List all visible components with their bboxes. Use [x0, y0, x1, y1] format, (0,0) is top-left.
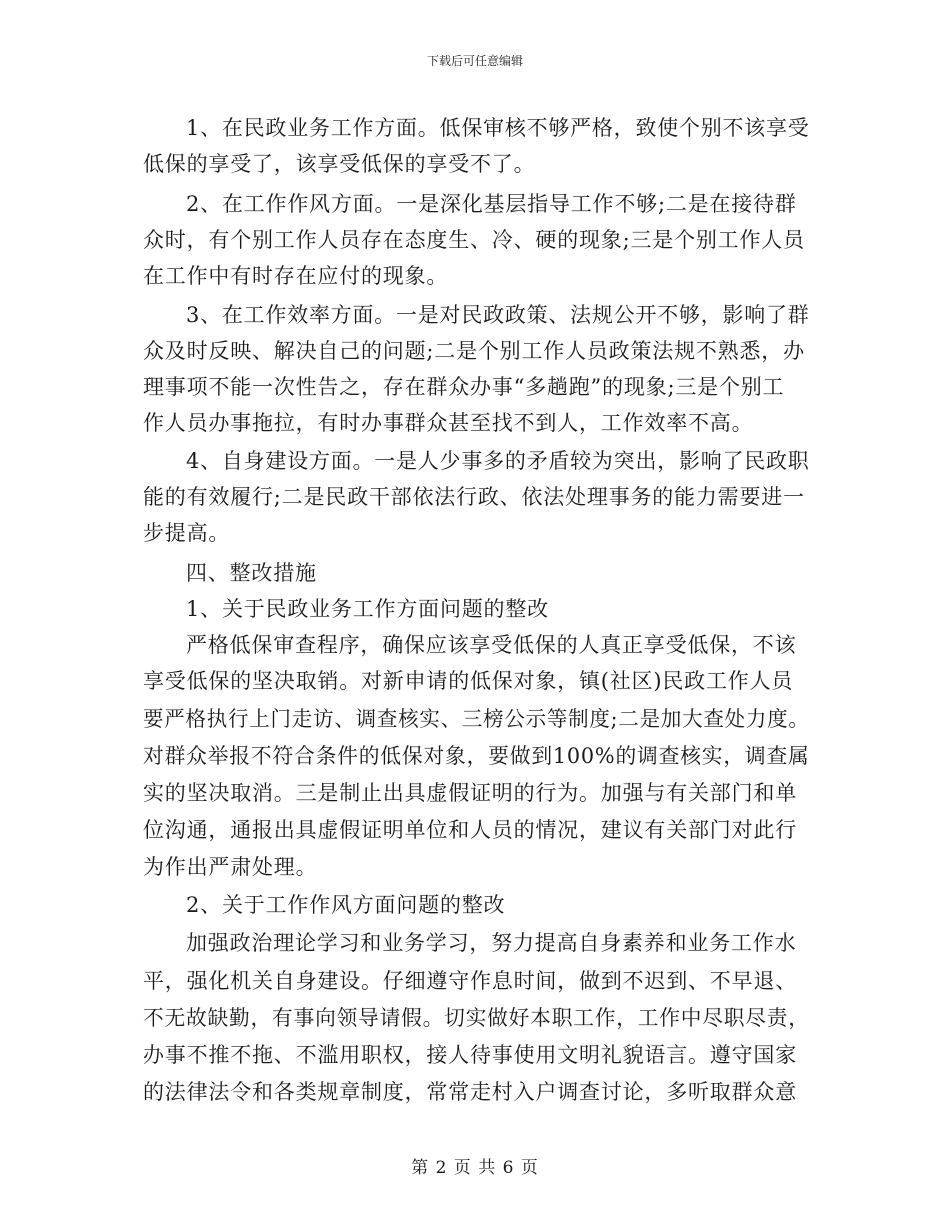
text-line: 3、在工作效率方面。一是对民政政策、法规公开不够，影响了群: [186, 303, 810, 327]
text-line: 为作出严肃处理。: [143, 855, 318, 879]
text-line: 不无故缺勤，有事向领导请假。切实做好本职工作，工作中尽职尽责，: [143, 1006, 810, 1030]
text-line: 办事不推不拖、不滥用职权，接人待事使用文明礼貌语言。遵守国家: [143, 1043, 797, 1067]
text-line: 步提高。: [143, 521, 231, 545]
text-line: 众时，有个别工作人员存在态度生、冷、硬的现象;三是个别工作人员: [143, 228, 805, 252]
text-line: 众及时反映、解决自己的问题;二是个别工作人员政策法规不熟悉，办: [143, 339, 805, 363]
text-line: 加强政治理论学习和业务学习，努力提高自身素养和业务工作水: [186, 931, 797, 955]
text-line: 严格低保审查程序，确保应该享受低保的人真正享受低保，不该: [186, 633, 797, 657]
text-line: 在工作中有时存在应付的现象。: [143, 264, 449, 288]
page-number: 第 2 页 共 6 页: [411, 1158, 539, 1178]
section-heading: 四、整改措施: [186, 561, 317, 585]
text-line: 平，强化机关自身建设。仔细遵守作息时间，做到不迟到、不早退、: [143, 969, 797, 993]
text-line: 1、在民政业务工作方面。低保审核不够严格，致使个别不该享受: [186, 116, 810, 140]
text-line: 能的有效履行;二是民政干部依法行政、依法处理事务的能力需要进一: [143, 485, 805, 509]
subsection-heading: 1、关于民政业务工作方面问题的整改: [186, 597, 549, 621]
text-line: 实的坚决取消。三是制止出具虚假证明的行为。加强与有关部门和单: [143, 781, 797, 805]
text-line: 低保的享受了，该享受低保的享受不了。: [143, 152, 536, 176]
page-header: 下载后可任意编辑: [426, 54, 523, 68]
text-line: 理事项不能一次性告之，存在群众办事“多趟跑”的现象;三是个别工: [143, 375, 785, 399]
text-line: 2、在工作作风方面。一是深化基层指导工作不够;二是在接待群: [186, 192, 797, 216]
text-line: 要严格执行上门走访、调查核实、三榜公示等制度;二是加大查处力度。: [143, 707, 810, 731]
subsection-heading: 2、关于工作作风方面问题的整改: [186, 893, 506, 917]
text-line: 对群众举报不符合条件的低保对象，要做到100%的调查核实，调查属: [143, 744, 810, 768]
text-line: 4、自身建设方面。一是人少事多的矛盾较为突出，影响了民政职: [186, 449, 810, 473]
text-line: 位沟通，通报出具虚假证明单位和人员的情况，建议有关部门对此行: [143, 818, 797, 842]
text-line: 作人员办事拖拉，有时办事群众甚至找不到人，工作效率不高。: [143, 411, 754, 435]
text-line: 的法律法令和各类规章制度，常常走村入户调查讨论，多听取群众意: [143, 1080, 797, 1104]
text-line: 享受低保的坚决取销。对新申请的低保对象，镇(社区)民政工作人员: [143, 669, 794, 693]
